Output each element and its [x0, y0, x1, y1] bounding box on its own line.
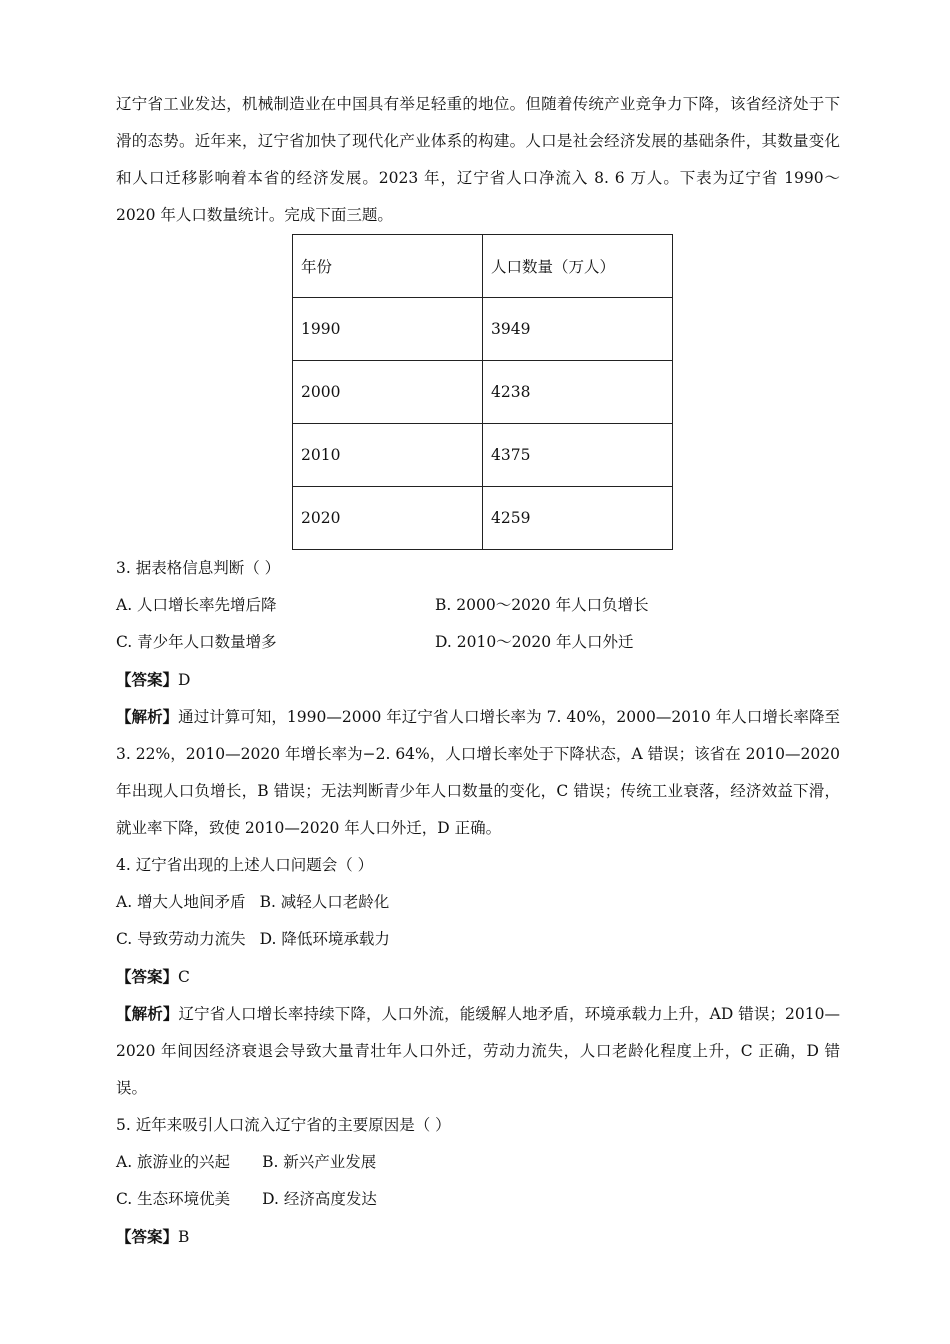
question-4-analysis — [116, 995, 840, 1107]
question-5-answer — [116, 1218, 840, 1255]
table-row — [293, 424, 673, 487]
analysis-text: 辽宁省人口增长率持续下降，人口外流，能缓解人地矛盾，环境承载力上升，AD 错误；2010—2020 年间因经济衰退会导致大量青壮年人口外迁，劳动力流失，人口老龄化程度上升，C 正确，D 错误。 — [116, 1005, 840, 1097]
question-5-option-a: A. 旅游业的兴起 — [116, 1153, 231, 1171]
population-table — [292, 234, 673, 550]
question-5-options-row-2 — [116, 1181, 840, 1218]
question-4-options-row-1 — [116, 884, 840, 921]
question-5-option-d: D. 经济高度发达 — [262, 1190, 377, 1208]
question-5-option-b: B. 新兴产业发展 — [262, 1153, 377, 1171]
question-3-answer — [116, 661, 840, 698]
table-header-year: 年份 — [293, 235, 483, 298]
table-cell-year: 2000 — [293, 361, 483, 424]
question-3-option-c: C. 青少年人口数量增多 — [116, 633, 277, 651]
answer-value: C — [178, 968, 190, 986]
table-row — [293, 298, 673, 361]
question-3-option-d: D. 2010～2020 年人口外迁 — [435, 633, 634, 651]
question-4-answer — [116, 958, 840, 995]
question-4-option-c: C. 导致劳动力流失 — [116, 930, 246, 948]
table-cell-population: 4259 — [483, 487, 673, 550]
table-row — [293, 361, 673, 424]
answer-value: B — [178, 1228, 190, 1246]
answer-label: 【答案】 — [116, 967, 179, 986]
table-header-row — [293, 235, 673, 298]
answer-label: 【答案】 — [116, 670, 179, 689]
question-3-option-b: B. 2000～2020 年人口负增长 — [435, 596, 649, 614]
table-cell-year: 2010 — [293, 424, 483, 487]
table-cell-population: 4375 — [483, 424, 673, 487]
table-cell-year: 1990 — [293, 298, 483, 361]
question-3-options-row-1 — [116, 587, 840, 624]
analysis-text: 通过计算可知，1990—2000 年辽宁省人口增长率为 7. 40%，2000—2010 年人口增长率降至 3. 22%，2010—2020 年增长率为−2. 64%，人口增长率处于下降状态，A 错误；该省在 2010—2020 年出现人口负增长，B 错误；无法判断青少年人口数量的变化，C 错误；传统工业衰落，经济效益下滑，就业率下降，致使 2010—2020 年人口外迁，D 正确。 — [116, 708, 840, 837]
table-row — [293, 487, 673, 550]
analysis-label: 【解析】 — [116, 707, 179, 726]
table-cell-year: 2020 — [293, 487, 483, 550]
analysis-label: 【解析】 — [116, 1004, 179, 1023]
answer-value: D — [178, 671, 191, 689]
question-4-option-d: D. 降低环境承载力 — [259, 930, 390, 948]
answer-label: 【答案】 — [116, 1227, 179, 1246]
document-page — [116, 86, 840, 1255]
question-4-stem: 4. 辽宁省出现的上述人口问题会（ ） — [116, 856, 374, 874]
table-cell-population: 3949 — [483, 298, 673, 361]
question-4-option-b: B. 减轻人口老龄化 — [259, 893, 390, 911]
question-5-stem: 5. 近年来吸引人口流入辽宁省的主要原因是（ ） — [116, 1116, 451, 1134]
question-3-options-row-2 — [116, 624, 840, 661]
question-3-analysis — [116, 698, 840, 847]
question-3-option-a: A. 人口增长率先增后降 — [116, 596, 277, 614]
question-5-option-c: C. 生态环境优美 — [116, 1190, 231, 1208]
question-5-options-row-1 — [116, 1144, 840, 1181]
intro-paragraph: 辽宁省工业发达，机械制造业在中国具有举足轻重的地位。但随着传统产业竞争力下降，该省经济处于下滑的态势。近年来，辽宁省加快了现代化产业体系的构建。人口是社会经济发展的基础条件，其数量变化和人口迁移影响着本省的经济发展。2023 年，辽宁省人口净流入 8. 6 万人。下表为辽宁省 1990～2020 年人口数量统计。完成下面三题。 — [116, 95, 840, 224]
table-cell-population: 4238 — [483, 361, 673, 424]
question-4-option-a: A. 增大人地间矛盾 — [116, 893, 246, 911]
question-4-options-row-2 — [116, 921, 840, 958]
question-3-stem: 3. 据表格信息判断（ ） — [116, 559, 281, 577]
table-header-population: 人口数量（万人） — [483, 235, 673, 298]
